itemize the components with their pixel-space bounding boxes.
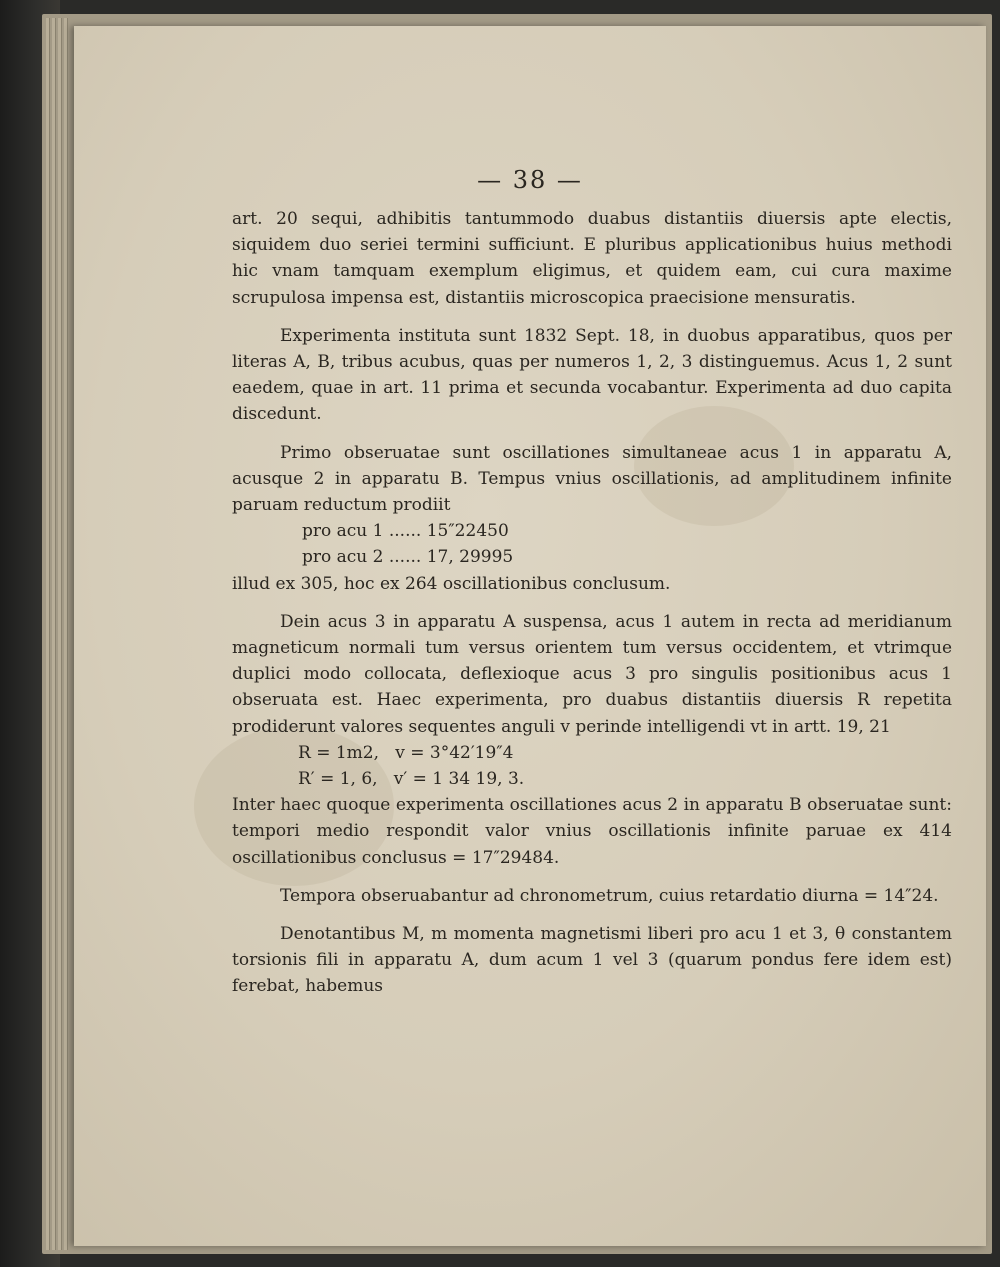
paragraph-illud: illud ex 305, hoc ex 264 oscillationibus conclusum. — [232, 573, 671, 594]
book-page — [74, 26, 986, 1246]
page-edge — [58, 18, 62, 1250]
page-edge — [46, 18, 50, 1250]
equation-r-prime: R′ = 1, 6, v′ = 1 34 19, 3. — [298, 769, 525, 790]
page-number: — 38 — — [477, 166, 583, 194]
oscillation-acus-1: pro acu 1 ...... 15″22450 — [302, 521, 509, 542]
paragraph-experimenta: Experimenta instituta sunt 1832 Sept. 18, in duobus apparatibus, quos per literas A, B, tribus acubus, quas per numeros 1, 2, 3 distinguemus. Acus 1, 2 sunt eaedem, quae in art. 11 prima et secunda vocabantur. Experimenta ad duo capita discedunt. — [232, 325, 952, 425]
paragraph-primo: Primo obseruatae sunt oscillationes simultaneae acus 1 in apparatu A, acusque 2 in apparatu B. Tempus vnius oscillationis, ad amplitudinem infinite paruam reductum prodiit — [232, 442, 952, 516]
paragraph-dein: Dein acus 3 in apparatu A suspensa, acus 1 autem in recta ad meridianum magneticum normali tum versus orientem tum versus occidentem, et vtrimque duplici modo collocata, deflexioque acus 3 pro singulis positionibus acus 1 obseruata est. Haec experimenta, pro duabus distantiis diuersis R repetita prodiderunt valores sequentes anguli v perinde intelligendi vt in artt. 19, 21 — [232, 611, 952, 737]
paragraph-inter: Inter haec quoque experimenta oscillationes acus 2 in apparatu B obseruatae sunt: tempori medio respondit valor vnius oscillationis infinite paruae ex 414 oscillationibus conclusus = 17″29484. — [232, 795, 952, 868]
paragraph-denotantibus: Denotantibus M, m momenta magnetismi liberi pro acu 1 et 3, θ constantem torsionis fili in apparatu A, dum acum 1 vel 3 (quarum pondus fere idem est) ferebat, habemus — [232, 924, 952, 997]
oscillation-acus-2: pro acu 2 ...... 17, 29995 — [302, 547, 514, 568]
page-edge — [64, 18, 68, 1250]
equation-r: R = 1m2, v = 3°42′19″4 — [298, 742, 514, 763]
main-text — [232, 206, 952, 1000]
paragraph-tempora: Tempora obseruabantur ad chronometrum, cuius retardatio diurna = 14″24. — [280, 885, 939, 906]
page-edge — [52, 18, 56, 1250]
paragraph-continuation: art. 20 sequi, adhibitis tantummodo duabus distantiis diuersis apte electis, siquidem duo seriei termini sufficiunt. E pluribus applicationibus huius methodi hic vnam tamquam exemplum eligimus, et quidem eam, cui cura maxime scrupulosa impensa est, distantiis microscopica praecisione mensuratis. — [232, 209, 952, 308]
